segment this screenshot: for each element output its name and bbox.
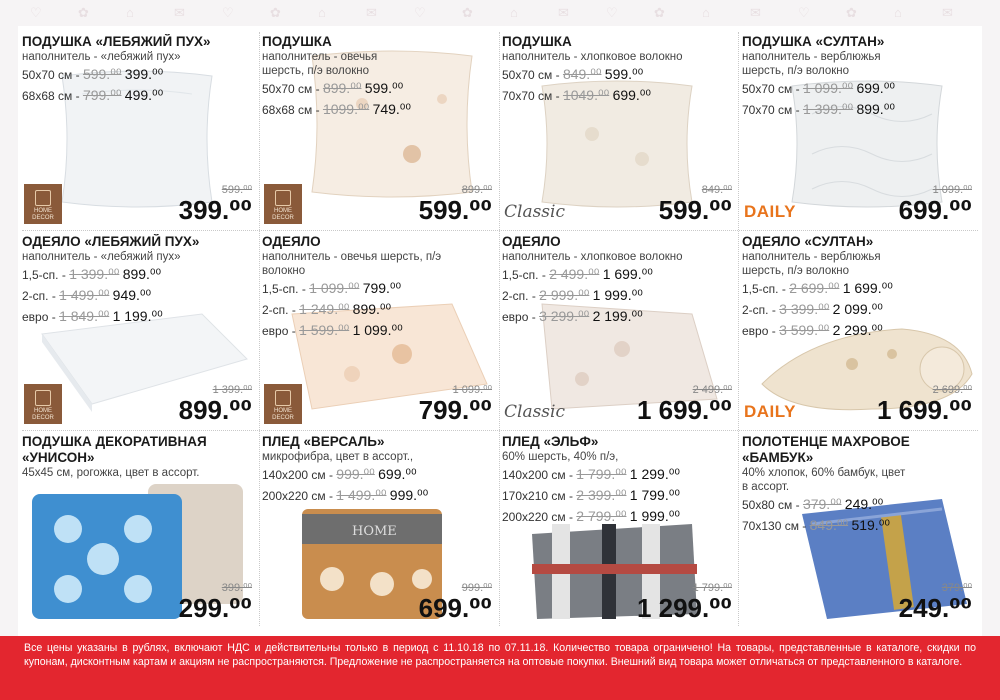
disclaimer-text: Все цены указаны в рублях, включают НДС и действительны только в период с 11.10.18 по 07.11.18. Количество товара ограничено! На товары, представленные в каталоге, скидки по купонам, дисконтным картам и акциям не распространяются. Предложение не распространяется на оптовые покупки. Внешний вид товара может отличаться от представленного в каталоге. <box>24 642 976 668</box>
product-desc: 40% хлопок, 60% бамбук, цвет в ассорт. <box>742 467 906 493</box>
daily-logo: DAILY <box>744 402 796 421</box>
product-title: ОДЕЯЛО «ЛЕБЯЖИЙ ПУХ» <box>22 234 200 249</box>
frame-pattern-icon: ♡ <box>798 5 810 20</box>
product-title: ОДЕЯЛО <box>502 234 561 249</box>
price-row <box>22 85 258 106</box>
size-label: 68х68 см - <box>262 103 323 117</box>
frame-pattern-icon: ✉ <box>558 5 569 20</box>
size-label: 2-сп. - <box>502 289 540 303</box>
big-price <box>419 582 492 622</box>
old-price: 1 249.⁰⁰ <box>299 301 350 317</box>
old-price: 2 399.⁰⁰ <box>576 487 627 503</box>
big-price <box>877 384 972 424</box>
price-row <box>502 264 738 285</box>
product-desc: наполнитель - овечья шерсть, п/э волокно <box>262 251 442 277</box>
old-price: 599.⁰⁰ <box>82 66 122 82</box>
new-price: 2 099.⁰⁰ <box>832 301 883 317</box>
new-price: 1 999.⁰⁰ <box>592 287 643 303</box>
new-price: 399.⁰⁰ <box>124 66 164 82</box>
column-divider <box>259 32 260 626</box>
new-price: 699.⁰⁰ <box>856 80 895 96</box>
price-row <box>22 264 258 285</box>
frame-pattern-icon: ⌂ <box>318 5 326 20</box>
old-price: 1 399.⁰⁰ <box>802 101 854 117</box>
row-divider <box>22 430 978 431</box>
product-desc: наполнитель - хлопковое волокно <box>502 251 683 263</box>
new-price: 499.⁰⁰ <box>124 87 164 103</box>
big-old-price: 999.⁰⁰ <box>461 582 492 594</box>
big-old-price: 1 799.⁰⁰ <box>692 582 732 594</box>
product-title: ОДЕЯЛО «СУЛТАН» <box>742 234 874 249</box>
product-card[interactable] <box>742 434 978 626</box>
product-title: ОДЕЯЛО <box>262 234 321 249</box>
new-price: 1 699.⁰⁰ <box>842 280 893 296</box>
old-price: 2 499.⁰⁰ <box>549 266 600 282</box>
big-new-price: 399.⁰⁰ <box>178 195 252 225</box>
old-price: 849.⁰⁰ <box>809 517 849 533</box>
big-new-price: 599.⁰⁰ <box>418 195 492 225</box>
big-new-price: 699.⁰⁰ <box>898 195 972 225</box>
product-title: ПОДУШКА <box>262 34 332 49</box>
big-new-price: 799.⁰⁰ <box>418 395 492 425</box>
size-label: 200х220 см - <box>262 489 337 503</box>
big-price <box>899 184 972 224</box>
new-price: 2 299.⁰⁰ <box>832 322 883 338</box>
size-label: евро - <box>262 324 300 338</box>
size-label: 70х130 см - <box>742 519 810 533</box>
home-decor-logo: HOME DECOR <box>24 384 62 424</box>
big-new-price: 249.⁰⁰ <box>898 593 972 623</box>
frame-pattern-icon: ♡ <box>222 5 234 20</box>
size-label: 70х70 см - <box>742 103 803 117</box>
product-card[interactable] <box>262 34 498 228</box>
size-label: евро - <box>502 310 540 324</box>
old-price: 1 099.⁰⁰ <box>802 80 854 96</box>
big-price <box>179 184 252 224</box>
size-label: 140х200 см - <box>502 468 577 482</box>
size-label: 70х70 см - <box>502 89 563 103</box>
new-price: 2 199.⁰⁰ <box>592 308 643 324</box>
decorative-right-border <box>982 0 1000 700</box>
frame-pattern-icon: ✿ <box>846 5 857 20</box>
frame-pattern-icon: ♡ <box>414 5 426 20</box>
new-price: 519.⁰⁰ <box>851 517 890 533</box>
price-row <box>502 64 738 85</box>
new-price: 899.⁰⁰ <box>856 101 895 117</box>
new-price: 749.⁰⁰ <box>372 101 412 117</box>
product-title: ПЛЕД «ЭЛЬФ» <box>502 434 599 449</box>
frame-pattern-icon: ⌂ <box>894 5 902 20</box>
price-row <box>262 485 498 506</box>
price-row <box>502 485 738 506</box>
old-price: 1 399.⁰⁰ <box>69 266 120 282</box>
size-label: 1,5-сп. - <box>262 282 310 296</box>
big-new-price: 1 699.⁰⁰ <box>876 395 972 425</box>
new-price: 699.⁰⁰ <box>612 87 652 103</box>
price-row <box>262 299 498 320</box>
classic-logo: Classic <box>504 402 565 422</box>
big-price <box>419 184 492 224</box>
product-card[interactable] <box>22 434 258 626</box>
product-title: ПОЛОТЕНЦЕ МАХРОВОЕ «БАМБУК» <box>742 434 910 465</box>
big-price <box>899 582 972 622</box>
size-label: 1,5-сп. - <box>742 282 790 296</box>
price-row <box>262 464 498 485</box>
home-decor-logo: HOME DECOR <box>24 184 62 224</box>
old-price: 2 799.⁰⁰ <box>576 508 627 524</box>
size-label: 50х70 см - <box>502 68 563 82</box>
product-grid <box>22 32 978 626</box>
price-row <box>22 285 258 306</box>
frame-pattern-icon: ✿ <box>462 5 473 20</box>
column-divider <box>738 32 739 626</box>
home-decor-logo: HOME DECOR <box>264 384 302 424</box>
size-label: 50х80 см - <box>742 498 803 512</box>
big-old-price: 899.⁰⁰ <box>461 184 492 196</box>
price-row <box>742 299 978 320</box>
old-price: 3 299.⁰⁰ <box>539 308 590 324</box>
frame-pattern-icon: ✿ <box>654 5 665 20</box>
price-row <box>742 320 978 341</box>
new-price: 1 699.⁰⁰ <box>602 266 653 282</box>
old-price: 1 499.⁰⁰ <box>59 287 110 303</box>
product-card[interactable] <box>22 234 258 428</box>
size-label: 50х70 см - <box>742 82 803 96</box>
product-desc: микрофибра, цвет в ассорт., <box>262 451 414 463</box>
new-price: 599.⁰⁰ <box>604 66 644 82</box>
big-price <box>637 582 732 622</box>
big-old-price: 2 699.⁰⁰ <box>932 384 972 396</box>
new-price: 1 099.⁰⁰ <box>352 322 403 338</box>
big-new-price: 299.⁰⁰ <box>178 593 252 623</box>
size-label: 140х200 см - <box>262 468 337 482</box>
big-new-price: 699.⁰⁰ <box>418 593 492 623</box>
frame-pattern-icon: ♡ <box>606 5 618 20</box>
old-price: 2 999.⁰⁰ <box>539 287 590 303</box>
product-desc: 60% шерсть, 40% п/э, <box>502 451 619 463</box>
old-price: 849.⁰⁰ <box>562 66 602 82</box>
price-row <box>742 515 978 536</box>
old-price: 2 699.⁰⁰ <box>789 280 840 296</box>
price-row <box>742 78 978 99</box>
frame-pattern-icon: ♡ <box>30 5 42 20</box>
new-price: 1 199.⁰⁰ <box>112 308 163 324</box>
new-price: 999.⁰⁰ <box>389 487 429 503</box>
new-price: 249.⁰⁰ <box>844 496 884 512</box>
size-label: 68х68 см - <box>22 89 83 103</box>
big-old-price: 1 099.⁰⁰ <box>452 384 492 396</box>
size-label: 2-сп. - <box>262 303 300 317</box>
big-old-price: 849.⁰⁰ <box>701 184 732 196</box>
big-new-price: 1 299.⁰⁰ <box>636 593 732 623</box>
product-desc: наполнитель - «лебяжий пух» <box>22 251 181 263</box>
big-price <box>179 384 252 424</box>
big-price <box>659 184 732 224</box>
price-row <box>262 99 498 120</box>
frame-pattern-icon: ✉ <box>750 5 761 20</box>
product-card[interactable] <box>262 434 498 626</box>
old-price: 1 599.⁰⁰ <box>299 322 350 338</box>
frame-pattern-icon: ✉ <box>174 5 185 20</box>
size-label: 1,5-сп. - <box>502 268 550 282</box>
decorative-left-border <box>0 0 18 700</box>
size-label: 200х220 см - <box>502 510 577 524</box>
frame-pattern-icon: ⌂ <box>510 5 518 20</box>
frame-pattern-icon: ✉ <box>942 5 953 20</box>
old-price: 999.⁰⁰ <box>336 466 375 482</box>
big-new-price: 899.⁰⁰ <box>178 395 252 425</box>
product-card[interactable] <box>502 34 738 228</box>
column-divider <box>499 32 500 626</box>
size-label: 170х210 см - <box>502 489 577 503</box>
size-label: 2-сп. - <box>22 289 60 303</box>
old-price: 1 099.⁰⁰ <box>309 280 360 296</box>
product-desc: наполнитель - «лебяжий пух» <box>22 51 181 63</box>
product-desc: наполнитель - верблюжья шерсть, п/э волокно <box>742 251 881 277</box>
new-price: 899.⁰⁰ <box>122 266 162 282</box>
price-row <box>262 320 498 341</box>
big-new-price: 1 699.⁰⁰ <box>636 395 732 425</box>
frame-pattern-icon: ✿ <box>270 5 281 20</box>
old-price: 899.⁰⁰ <box>322 80 362 96</box>
big-old-price: 379.⁰⁰ <box>941 582 972 594</box>
product-card[interactable] <box>262 234 498 428</box>
product-card[interactable] <box>22 34 258 228</box>
price-row <box>502 306 738 327</box>
product-card[interactable] <box>742 34 978 228</box>
product-desc: наполнитель - овечья шерсть, п/э волокно <box>262 51 378 77</box>
big-price <box>637 384 732 424</box>
frame-pattern-icon: ⌂ <box>702 5 710 20</box>
disclaimer-footer <box>0 636 1000 700</box>
big-price <box>419 384 492 424</box>
product-title: ПОДУШКА «ЛЕБЯЖИЙ ПУХ» <box>22 34 211 49</box>
price-row <box>742 494 978 515</box>
new-price: 899.⁰⁰ <box>352 301 392 317</box>
new-price: 699.⁰⁰ <box>378 466 417 482</box>
price-row <box>502 506 738 527</box>
big-old-price: 399.⁰⁰ <box>221 582 252 594</box>
frame-pattern-icon: ✿ <box>78 5 89 20</box>
big-price <box>179 582 252 622</box>
size-label: 50х70 см - <box>22 68 83 82</box>
new-price: 599.⁰⁰ <box>364 80 404 96</box>
old-price: 1099.⁰⁰ <box>322 101 370 117</box>
price-row <box>742 278 978 299</box>
big-new-price: 599.⁰⁰ <box>658 195 732 225</box>
old-price: 799.⁰⁰ <box>82 87 122 103</box>
size-label: евро - <box>22 310 60 324</box>
new-price: 1 999.⁰⁰ <box>629 508 680 524</box>
new-price: 799.⁰⁰ <box>362 280 402 296</box>
product-title: ПОДУШКА ДЕКОРАТИВНАЯ «УНИСОН» <box>22 434 207 465</box>
old-price: 1049.⁰⁰ <box>562 87 610 103</box>
old-price: 379.⁰⁰ <box>802 496 842 512</box>
product-card[interactable] <box>742 234 978 428</box>
price-row <box>22 306 258 327</box>
product-desc: 45х45 см, рогожка, цвет в ассорт. <box>22 467 200 479</box>
big-old-price: 599.⁰⁰ <box>221 184 252 196</box>
product-title: ПОДУШКА <box>502 34 572 49</box>
price-row <box>502 85 738 106</box>
price-row <box>262 278 498 299</box>
product-title: ПЛЕД «ВЕРСАЛЬ» <box>262 434 385 449</box>
product-card[interactable] <box>502 234 738 428</box>
price-row <box>22 64 258 85</box>
price-row <box>742 99 978 120</box>
price-row <box>502 464 738 485</box>
price-row <box>262 78 498 99</box>
product-card[interactable] <box>502 434 738 626</box>
product-title: ПОДУШКА «СУЛТАН» <box>742 34 885 49</box>
row-divider <box>22 230 978 231</box>
product-desc: наполнитель - хлопковое волокно <box>502 51 683 63</box>
old-price: 3 599.⁰⁰ <box>779 322 830 338</box>
size-label: евро - <box>742 324 780 338</box>
big-old-price: 2 499.⁰⁰ <box>692 384 732 396</box>
new-price: 949.⁰⁰ <box>112 287 152 303</box>
frame-pattern-icon: ✉ <box>366 5 377 20</box>
big-old-price: 1 099.⁰⁰ <box>932 184 972 196</box>
big-old-price: 1 399.⁰⁰ <box>212 384 252 396</box>
new-price: 1 299.⁰⁰ <box>629 466 680 482</box>
old-price: 3 399.⁰⁰ <box>779 301 830 317</box>
size-label: 2-сп. - <box>742 303 780 317</box>
old-price: 1 799.⁰⁰ <box>576 466 627 482</box>
home-decor-logo: HOME DECOR <box>264 184 302 224</box>
daily-logo: DAILY <box>744 202 796 221</box>
classic-logo: Classic <box>504 202 565 222</box>
svg-text:HOME: HOME <box>352 524 397 539</box>
new-price: 1 799.⁰⁰ <box>629 487 680 503</box>
old-price: 1 849.⁰⁰ <box>59 308 110 324</box>
frame-pattern-icon: ⌂ <box>126 5 134 20</box>
old-price: 1 499.⁰⁰ <box>336 487 387 503</box>
size-label: 50х70 см - <box>262 82 323 96</box>
price-row <box>502 285 738 306</box>
product-desc: наполнитель - верблюжья шерсть, п/э волокно <box>742 51 881 77</box>
size-label: 1,5-сп. - <box>22 268 70 282</box>
